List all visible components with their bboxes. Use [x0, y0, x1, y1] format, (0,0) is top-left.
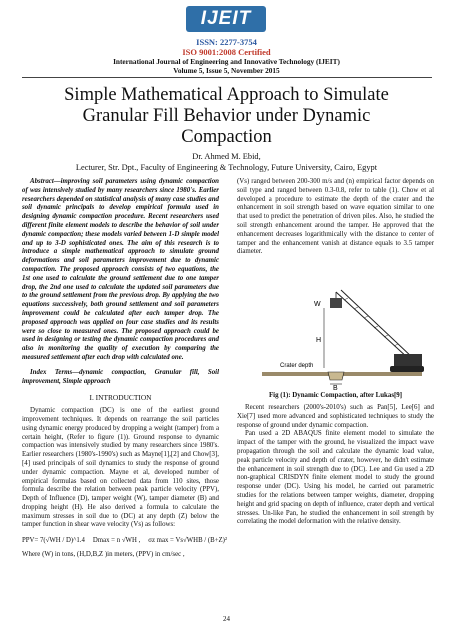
boom-lattice	[344, 298, 398, 346]
page-number: 24	[223, 615, 230, 623]
crane-tracks	[390, 366, 424, 372]
width-label: B	[333, 385, 338, 390]
pan-paragraph: Pan used a 2D ABAQUS finite element model to simulate the impact of the tamper with the ground, he visualized the impact wave propagation through the soil and calculate the dynamic load value, peak particle velocity and depth of crater, however, he didn't estimate the enhancement in soil strength due to (DC). Lee and Gu used a 2D non-graphical CRISDYN finite element model to study the ground response under (DC). Using his model, he carried out parametric studies for the relations between tamper weights, diameter, dropping height and grid spacing on depth of influence, crater depth and vertical stresses. Un-like Pan, he studied the enhancement in soil strength by correlating the model deformation with the relative density.	[237, 430, 434, 526]
header-rule	[22, 77, 432, 78]
weight-label: W	[314, 301, 321, 308]
figure-caption: Fig (1): Dynamic Compaction, after Lukas[9]	[268, 392, 403, 399]
author-name: Dr. Ahmed M. Ebid,	[192, 152, 261, 161]
author-affiliation: Lecturer, Str. Dpt., Faculty of Engineering & Technology, Future University, Cairo, Egypt	[75, 163, 378, 172]
equation-sigma: σz max = Vs√WHB / (B+Z)²	[148, 536, 227, 544]
volume-line: Volume 5, Issue 5, November 2015	[173, 66, 280, 75]
intro-paragraph: Dynamic compaction (DC) is one of the earliest ground improvement techniques. It depends on rearrange the soil particles using dynamic energy produced by dropping a weight (tamper) from a certain height, (Refer to figure (1)). Ground response to dynamic compaction was intensively studied by many researchers since 1980's. Earlier researchers (1980's-1990's) such as Mayne[1],[2] and Chow[3],[4] used principals of soil dynamics to study the response of ground under dynamic compaction. Mayne et al, developed number of empirical formulas based on collected data from 110 sites, those formula describe the relation between peak particle velocity (PPV), Depth of Influence (D), tamper weight (W), tamper diameter (B) and dropping height (H). He also derived a formula to calculate the maximum stresses in soil due to (DC) at any depth (Z) below the tamper function in shear wave velocity (Vs) as follows:	[22, 407, 219, 529]
paper-title: Simple Mathematical Approach to Simulate Granular Fill Behavior under Dynamic Compaction	[64, 85, 389, 147]
index-terms: Index Terms—dynamic compaction, Granular fill, Soil improvement, Simple approach	[22, 368, 219, 385]
equation-row	[22, 534, 227, 548]
section-heading: I. INTRODUCTION	[89, 393, 152, 403]
right-top-paragraph: (Vs) ranged between 200-300 m/s and (n) empirical factor depends on soil type and ranged between 0.3-0.8, refer to table (1). Chow et al developed a procedure to estimate the depth of the crater and the enhancement in soil strength based on wave equation similar to one that used to predict the penetration of driven piles. Also, he studied the soil strength enhancement around the tamper. He approved that the enhancement decreases logarithmically with the distance to center of tamper and the enhancement vanish at distance equals to 3.5 tamper diameter.	[237, 178, 434, 256]
where-line: Where (W) in tons, (H,D,B,Z )in meters, (PPV) in cm/sec ,	[22, 551, 185, 559]
issn-line: ISSN: 2277-3754	[196, 37, 257, 47]
equation-ppv: PPV= 7(√WH / D)^1.4	[22, 536, 85, 544]
crane-body	[394, 354, 422, 368]
crane-boom	[336, 292, 409, 359]
right-column-bottom	[237, 404, 434, 527]
recent-paragraph: Recent researchers (2000's-2010's) such as Pan[5], Lee[6] and Xie[7] used more advanced and sophisticated techniques to study the response of ground under dynamic compaction.	[237, 404, 434, 429]
iso-line: ISO 9001:2008 Certified	[182, 47, 271, 57]
journal-name: International Journal of Engineering and Innovative Technology (IJEIT)	[113, 57, 340, 66]
abstract: Abstract—improving soil parameters using dynamic compaction of was intensively studied by many researchers since 1980's. Earlier researchers depended on statistical analysis of many case studies and soil dynamic principals to develop empirical formula used in designing dynamic compaction procedure. Recent researchers used different finite element models to describe the behavior of soil under dynamic compaction; these models varied between 1-D simple model and up to 3-D sophisticated ones. The aim of this research is to introduce a simple mathematical approach to simulate ground deformations and soil parameters improvement due to dynamic compaction. The proposed approach consists of two equations, the 1st one used to calculate the ground settlement due to one tamper drop, the 2nd one used to calculate the updated soil parameters due to the ground settlement from the previous drop. By applying the two equations successively, both ground settlement and soil parameters improvement could be calculated after each tamper drop. The proposed approach was applied on four case studies and its results were so close to measured ones. The proposed approach could be used in designing or testing the dynamic compaction procedures and also in monitoring the quality of execution by comparing the measured settlement after each drop with calculated one.	[22, 178, 219, 361]
tamper-weight	[330, 298, 342, 308]
left-column	[22, 178, 227, 560]
crater	[328, 372, 344, 380]
height-label: H	[316, 337, 322, 344]
crater-label: Crater depth	[280, 363, 314, 369]
dynamic-compaction-figure	[244, 262, 428, 390]
right-column-top	[237, 178, 434, 257]
journal-logo: IJEIT	[186, 6, 266, 32]
equation-dmax: Dmax = n √WH ,	[92, 536, 141, 544]
